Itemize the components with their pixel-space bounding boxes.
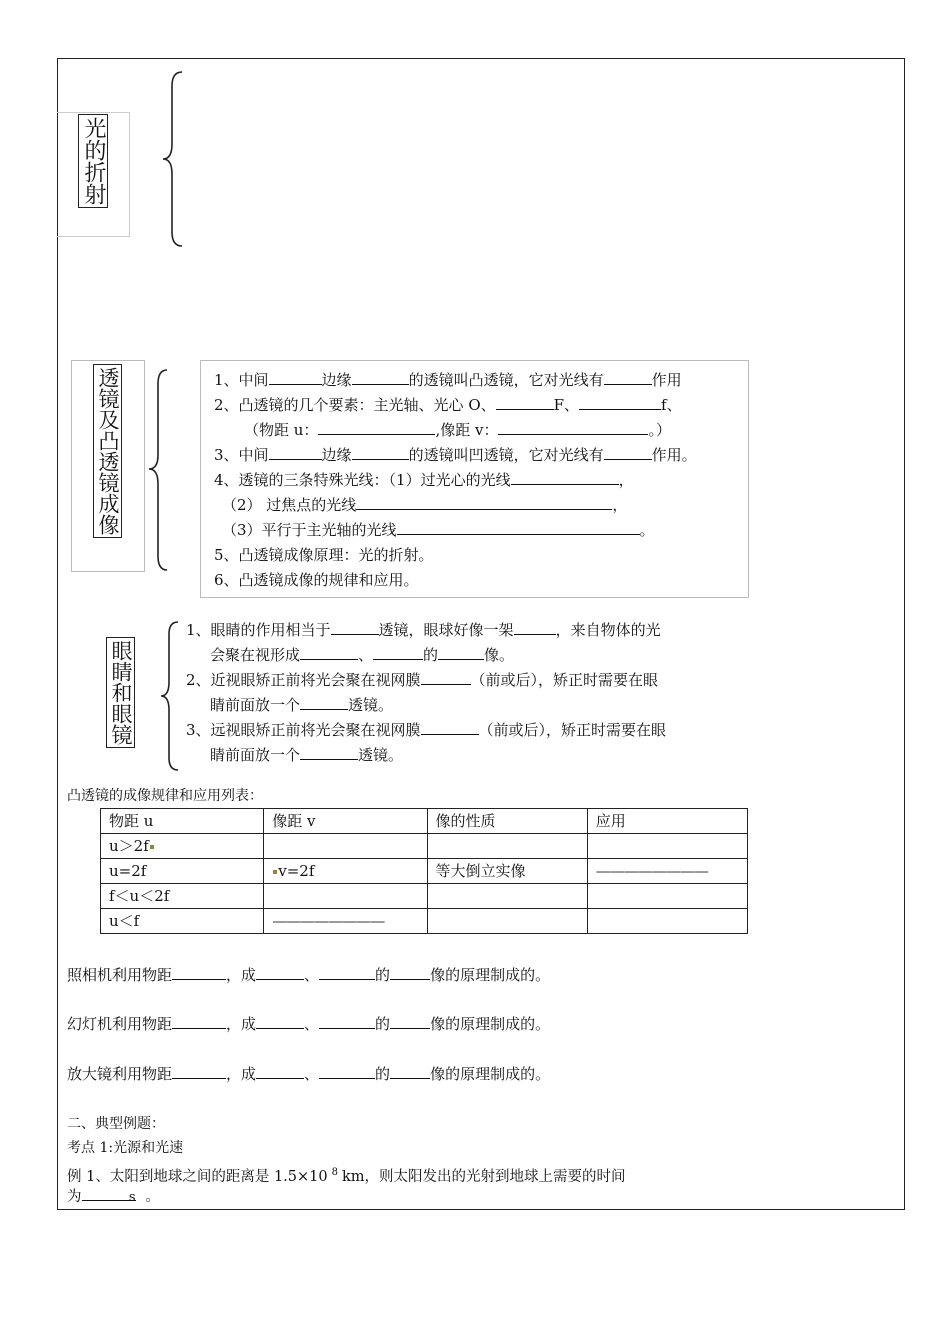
table-cell: f＜u＜2f: [101, 884, 264, 909]
lens-line-1: 1、中间 边缘 的透镜叫凸透镜，它对光线有 作用: [214, 371, 682, 389]
blank[interactable]: [356, 494, 612, 510]
table-row: [101, 909, 748, 934]
blank[interactable]: [300, 644, 358, 660]
table-header-row: [101, 809, 748, 834]
examples-heading: 二、典型例题：: [67, 1116, 165, 1132]
header-cell: 物距 u: [101, 809, 264, 834]
table-cell[interactable]: [264, 884, 427, 909]
blank[interactable]: [172, 1013, 226, 1029]
table-cell: v=2f: [264, 859, 427, 884]
lens-line-4: 3、中间 边缘 的透镜叫凹透镜，它对光线有 作用。: [214, 446, 697, 464]
magnifier-line: 放大镜利用物距 ，成 、 的 像的原理制成的。: [67, 1065, 551, 1083]
table-cell[interactable]: [587, 884, 747, 909]
blank[interactable]: [318, 419, 435, 435]
table-row: [101, 884, 748, 909]
blank[interactable]: [319, 1013, 375, 1029]
table-cell[interactable]: [587, 909, 747, 934]
blank[interactable]: [390, 1013, 430, 1029]
eye-line-2: 会聚在视形成 、 的 像。: [210, 646, 515, 664]
examples-point-1: 考点 1:光源和光速: [67, 1140, 184, 1156]
table-cell: u＜f: [101, 909, 264, 934]
table-cell[interactable]: [587, 834, 747, 859]
header-cell: 像距 v: [264, 809, 427, 834]
eye-line-4: 睛前面放一个 透镜。: [210, 696, 394, 714]
blank[interactable]: [256, 1063, 304, 1079]
eye-line-6: 睛前面放一个 透镜。: [210, 746, 404, 764]
refraction-brace-icon: [160, 70, 188, 248]
table-caption: 凸透镜的成像规律和应用列表：: [67, 788, 263, 804]
lens-line-6: （2） 过焦点的光线 ，: [222, 496, 628, 514]
blank[interactable]: [256, 1013, 304, 1029]
table-cell: 等大倒立实像: [427, 859, 587, 884]
example-1-line-2: 为 s 。: [67, 1185, 160, 1210]
blank[interactable]: [421, 669, 471, 685]
header-cell: 应用: [587, 809, 747, 834]
blank[interactable]: [438, 644, 484, 660]
blank[interactable]: [604, 369, 652, 385]
blank[interactable]: [604, 444, 652, 460]
example-1-line-1: 例 1、太阳到地球之间的距离是 1.5×10 $^8$ km，则太阳发出的光射到地球上需要的时间: [67, 1167, 626, 1185]
lens-line-2: 2、凸透镜的几个要素：主光轴、光心 O、 F、 f、: [214, 396, 682, 414]
lens-line-3: （物距 u： ,像距 v： 。）: [244, 421, 671, 439]
table-row: [101, 859, 748, 884]
blank[interactable]: [352, 369, 409, 385]
blank[interactable]: [579, 394, 661, 410]
blank[interactable]: [352, 444, 409, 460]
eye-line-3: 2、近视眼矫正前将光会聚在视网膜 （前或后），矫正时需要在眼: [186, 671, 659, 689]
eye-line-5: 3、远视眼矫正前将光会聚在视网膜 （前或后），矫正时需要在眼: [186, 721, 667, 739]
blank[interactable]: [390, 964, 430, 980]
blank[interactable]: [269, 369, 322, 385]
eye-title: 眼睛和眼镜: [106, 637, 135, 748]
projector-line: 幻灯机利用物距 ，成 、 的 像的原理制成的。: [67, 1015, 551, 1033]
blank[interactable]: [511, 469, 619, 485]
marker-icon: [273, 870, 277, 874]
blank[interactable]: [172, 964, 226, 980]
blank[interactable]: [397, 519, 640, 535]
blank[interactable]: [498, 419, 648, 435]
blank[interactable]: [496, 394, 554, 410]
blank[interactable]: [172, 1063, 226, 1079]
blank[interactable]: [331, 619, 379, 635]
table-cell: ————————: [587, 859, 747, 884]
blank[interactable]: [256, 964, 304, 980]
blank[interactable]: [421, 719, 479, 735]
lens-line-7: （3）平行于主光轴的光线 。: [222, 521, 655, 539]
table-cell[interactable]: [427, 834, 587, 859]
blank[interactable]: [319, 1063, 375, 1079]
marker-icon: [150, 845, 154, 849]
blank[interactable]: [373, 644, 423, 660]
header-cell: 像的性质: [427, 809, 587, 834]
blank[interactable]: [300, 694, 348, 710]
lens-line-5: 4、透镜的三条特殊光线：（1）过光心的光线 ，: [214, 471, 634, 489]
blank[interactable]: [319, 964, 375, 980]
camera-line: 照相机利用物距 ，成 、 的 像的原理制成的。: [67, 966, 551, 984]
blank[interactable]: [514, 619, 556, 635]
refraction-title: 光的折射: [78, 114, 108, 208]
blank[interactable]: s: [82, 1185, 136, 1201]
lens-brace-icon: [146, 368, 172, 572]
blank[interactable]: [269, 444, 322, 460]
lens-title: 透镜及凸透镜成像: [93, 364, 122, 538]
lens-line-9: 6、凸透镜成像的规律和应用。: [214, 571, 419, 589]
table-cell: ————————: [264, 909, 427, 934]
blank[interactable]: [300, 744, 358, 760]
table-row: [101, 834, 748, 859]
eye-brace-icon: [158, 620, 182, 772]
table-cell[interactable]: [264, 834, 427, 859]
lens-line-8: 5、凸透镜成像原理：光的折射。: [214, 546, 434, 564]
eye-line-1: 1、眼睛的作用相当于 透镜，眼球好像一架 ，来自物体的光: [186, 621, 661, 639]
table-cell[interactable]: [427, 909, 587, 934]
table-cell: u=2f: [101, 859, 264, 884]
table-cell[interactable]: [427, 884, 587, 909]
blank[interactable]: [390, 1063, 430, 1079]
imaging-rules-table: [100, 808, 748, 934]
table-cell: u＞2f: [101, 834, 264, 859]
